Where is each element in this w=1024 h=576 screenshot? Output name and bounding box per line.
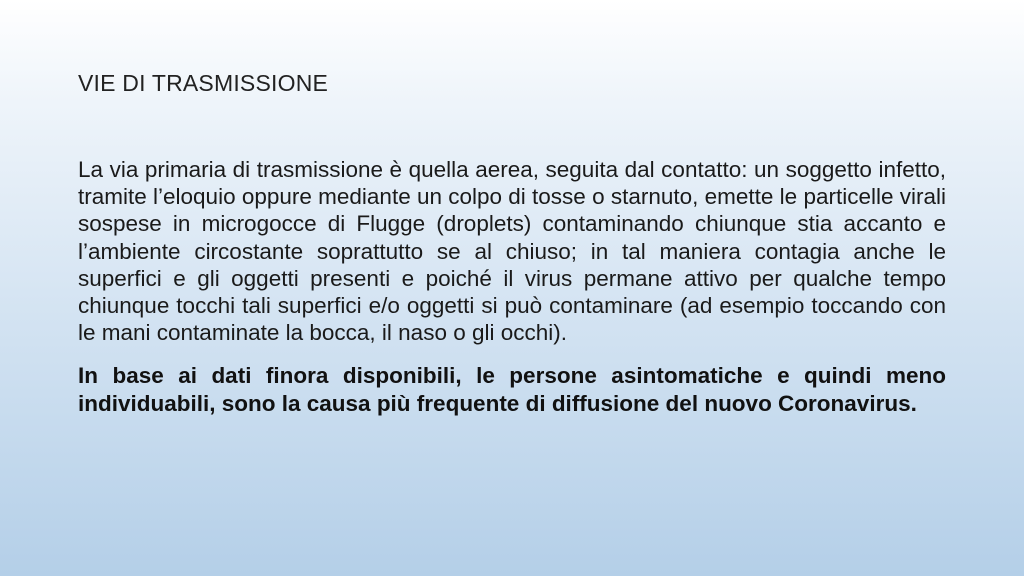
slide-body [78, 156, 946, 417]
body-paragraph: La via primaria di trasmissione è quella aerea, seguita dal contatto: un soggetto infetto, tramite l’eloquio oppure mediante un colpo di tosse o starnuto, emette le particelle virali sospese in microgocce di Flugge (droplets) contaminando chiunque stia accanto e l’ambiente circostante soprattutto se al chiuso; in tal maniera contagia anche le superfici e gli oggetti presenti e poiché il virus permane attivo per qualche tempo chiunque tocchi tali superfici e/o oggetti si può contaminare (ad esempio toccando con le mani contaminate la bocca, il naso o gli occhi). [78, 157, 946, 346]
slide-title: VIE DI TRASMISSIONE [78, 70, 329, 96]
highlight-paragraph: In base ai dati finora disponibili, le persone asintomatiche e quindi meno individuabili, sono la causa più frequente di diffusione del nuovo Coronavirus. [78, 363, 946, 416]
